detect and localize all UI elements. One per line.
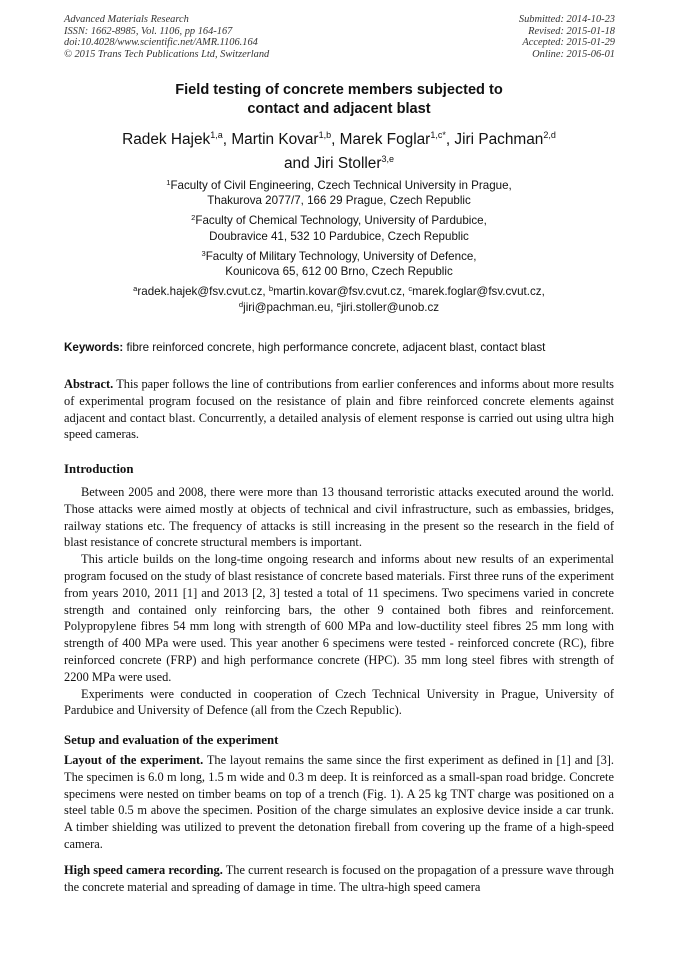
- author-sup: 2,d: [543, 130, 556, 140]
- email-link[interactable]: marek.foglar@fsv.cvut.cz,: [412, 285, 545, 299]
- date-submitted: Submitted: 2014-10-23: [518, 14, 615, 25]
- paragraph: The current research is focused on the propagation of a pressure wave through the concrete material and spreading of damage in time. The ultra-high speed camera: [64, 863, 614, 894]
- paragraph: This article builds on the long-time ongoing research and informs about new results of an experimental program focused on the study of blast resistance of concrete based materials. First three runs of the experiment from years 2010, 2011 [1] and 2013 [2, 3] tested a total of 11 specimens. Two specimens varied in concrete strength and contained only reinforcing bars, the other 9 contained both fibres and reinforcement. Polypropylene fibres 54 mm long with strength of 600 MPa and low-ductility steel fibres 25 mm long with strength of 400 MPa were used. This year another 6 specimens were tested - reinforced concrete (RC), fibre reinforced concrete (FRP) and high performance concrete (HPC). 35 mm long steel fibres with strength of 2200 MPa were used.: [64, 552, 614, 684]
- author-name: Radek Hajek: [122, 131, 211, 148]
- author-sup: 3,e: [381, 154, 395, 164]
- date-accepted: Accepted: 2015-01-29: [522, 37, 615, 49]
- affiliation-line: Faculty of Military Technology, University of Defence,: [205, 249, 477, 263]
- author-emails: [0, 284, 678, 315]
- author-sup: 1,c*: [430, 130, 446, 140]
- paper-title: [0, 81, 678, 118]
- journal-info: [64, 14, 269, 60]
- author-line-1: [0, 128, 678, 152]
- affiliation-address: Thakurova 2077/7, 166 29 Prague, Czech Republic: [207, 194, 471, 208]
- date-online: Online: 2015-06-01: [532, 48, 615, 60]
- affiliation-address: Kounicova 65, 612 00 Brno, Czech Republic: [225, 265, 453, 279]
- section-heading-introduction: Introduction: [64, 462, 134, 476]
- date-revised: Revised: 2015-01-18: [528, 25, 615, 37]
- affiliation-address: Doubravice 41, 532 10 Pardubice, Czech Republic: [209, 229, 469, 243]
- affiliation: [0, 213, 678, 244]
- email-sup: e: [336, 299, 341, 309]
- author-name: Jiri Pachman: [454, 131, 544, 148]
- affiliations: [0, 178, 678, 320]
- email-sup: c: [408, 284, 413, 294]
- affiliation: [0, 249, 678, 280]
- abstract-text: This paper follows the line of contributions from earlier conferences and informs about more results of experimental program focused on the resistance of plain and fibre reinforced concrete elements against adjacent and contact blast. Concurrently, a detailed analysis of element response is carried out using ultra high speed cameras.: [64, 377, 615, 442]
- author-sup: 1,a: [210, 130, 223, 140]
- email-link[interactable]: martin.kovar@fsv.cvut.cz,: [273, 285, 406, 299]
- camera-subsection: [64, 862, 614, 896]
- affiliation-number: 1: [166, 178, 171, 187]
- paragraph: The layout remains the same since the first experiment as defined in [1] and [3]. The specimen is 6.0 m long, 1.5 m wide and 0.3 m deep. It is reinforced as a small-span road bridge. Concrete specimens were nested on timber beams on top of a trench (Fig. 1). A 25 kg TNT charge was positioned on a steel table 0.5 m above the specimen. Position of the charge simulates an explosive device inside a car trunk. A timber shielding was utilized to prevent the detonation fireball from covering up the frame of a high-speed camera.: [64, 753, 614, 851]
- email-sup: b: [268, 284, 274, 294]
- affiliation-number: 3: [201, 248, 206, 258]
- journal-issn: ISSN: 1662-8985, Vol. 1106, pp 164-167: [64, 25, 233, 37]
- affiliation-line: Faculty of Chemical Technology, University of Pardubice,: [195, 214, 487, 228]
- subsection-label: Layout of the experiment.: [64, 753, 204, 767]
- abstract-label: Abstract.: [64, 377, 114, 391]
- journal-name: Advanced Materials Research: [64, 14, 189, 25]
- affiliation-line: Faculty of Civil Engineering, Czech Technical University in Prague,: [170, 179, 512, 192]
- title-line-1: Field testing of concrete members subjected to: [175, 82, 503, 98]
- affiliation-number: 2: [191, 213, 196, 223]
- paragraph: Between 2005 and 2008, there were more than 13 thousand terroristic attacks executed around the world. Those attacks were aimed mostly at objects of technical and civil infrastructure, such as embassies, bridges, railway stations etc. The frequency of attacks is still increasing in the present so the research in the field of blast resistance of concrete structural members is important.: [64, 485, 614, 550]
- layout-subsection: [64, 752, 614, 853]
- author-sep: ,: [331, 131, 336, 148]
- section-heading-setup: Setup and evaluation of the experiment: [64, 733, 279, 747]
- email-sup: d: [238, 299, 244, 309]
- title-line-2: contact and adjacent blast: [247, 100, 431, 117]
- abstract-section: [64, 376, 614, 443]
- author-sep: ,: [222, 131, 228, 148]
- affiliation: [0, 178, 678, 209]
- author-name: Jiri Stoller: [313, 155, 382, 172]
- keywords-label: Keywords:: [64, 341, 124, 354]
- journal-copyright: © 2015 Trans Tech Publications Ltd, Switzerland: [64, 48, 270, 60]
- keywords: [64, 341, 624, 355]
- paragraph: Experiments were conducted in cooperation of Czech Technical University in Prague, University of Pardubice and University of Defence (all from the Czech Republic).: [64, 686, 614, 718]
- journal-doi: doi:10.4028/www.scientific.net/AMR.1106.164: [64, 37, 258, 49]
- author-name: Marek Foglar: [339, 131, 431, 148]
- author-line-2: [0, 152, 678, 176]
- email-link[interactable]: jiri.stoller@unob.cz: [340, 300, 440, 314]
- email-sup: a: [133, 284, 138, 294]
- author-conjunction: and: [283, 155, 310, 172]
- author-name: Martin Kovar: [231, 131, 319, 148]
- submission-dates: [519, 14, 615, 60]
- introduction-section: [64, 484, 614, 719]
- keywords-text: fibre reinforced concrete, high performance concrete, adjacent blast, contact blast: [126, 341, 546, 354]
- author-sep: ,: [445, 131, 451, 148]
- email-link[interactable]: jiri@pachman.eu,: [243, 300, 334, 314]
- author-sup: 1,b: [318, 130, 332, 140]
- author-list: [0, 128, 678, 176]
- email-link[interactable]: radek.hajek@fsv.cvut.cz,: [137, 285, 266, 299]
- subsection-label: High speed camera recording.: [64, 863, 223, 877]
